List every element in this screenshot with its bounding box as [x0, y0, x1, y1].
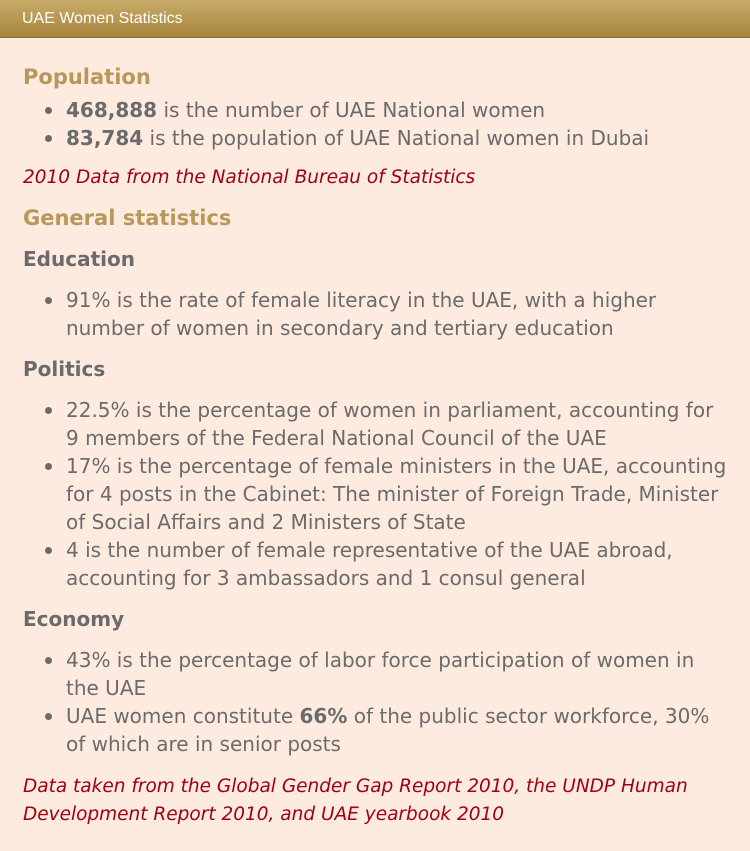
- education-heading: Education: [23, 247, 135, 271]
- politics-heading: Politics: [23, 357, 106, 381]
- content: [0, 63, 750, 829]
- economy-text: UAE women constitute: [66, 704, 300, 728]
- economy-list: [23, 646, 728, 758]
- population-heading: Population: [23, 65, 151, 89]
- population-source-note: 2010 Data from the National Bureau of Statistics: [23, 167, 476, 188]
- list-item: 4 is the number of female representative of the UAE abroad, accounting for 3 ambassadors and 1 consul general: [43, 536, 728, 592]
- list-item: [43, 124, 728, 152]
- general-source-note: Data taken from the Global Gender Gap Report 2010, the UNDP Human Development Report 2010, and UAE yearbook 2010: [23, 776, 688, 825]
- population-text: is the number of UAE National women: [157, 98, 546, 122]
- general-statistics-heading: General statistics: [23, 206, 232, 230]
- population-value: 83,784: [66, 126, 144, 150]
- list-item: 17% is the percentage of female ministers in the UAE, accounting for 4 posts in the Cabinet: The minister of Foreign Trade, Minister of Social Affairs and 2 Ministers of State: [43, 452, 728, 536]
- list-item: 91% is the rate of female literacy in the UAE, with a higher number of women in secondary and tertiary education: [43, 286, 728, 342]
- population-list: [23, 96, 728, 152]
- list-item: 43% is the percentage of labor force participation of women in the UAE: [43, 646, 728, 702]
- economy-heading: Economy: [23, 607, 125, 631]
- economy-text: of the public sector workforce, 30% of which are in senior posts: [66, 704, 710, 756]
- population-value: 468,888: [66, 98, 158, 122]
- list-item: 22.5% is the percentage of women in parliament, accounting for 9 members of the Federal National Council of the UAE: [43, 396, 728, 452]
- title-bar: [0, 0, 750, 38]
- population-text: is the population of UAE National women in Dubai: [143, 126, 650, 150]
- economy-value: 66%: [299, 704, 348, 728]
- list-item: [43, 96, 728, 124]
- page-title: UAE Women Statistics: [22, 9, 183, 27]
- list-item: [43, 702, 728, 758]
- politics-list: [23, 396, 728, 592]
- education-list: [23, 286, 728, 342]
